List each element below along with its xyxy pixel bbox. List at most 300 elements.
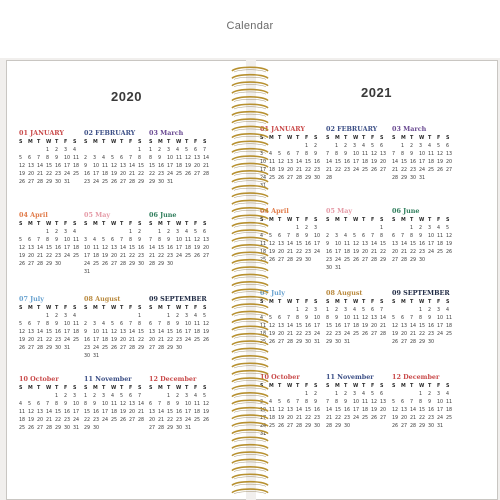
weekday-header: S bbox=[203, 386, 207, 391]
weekday-header: T bbox=[120, 306, 124, 311]
spiral-coil-shadow bbox=[234, 196, 266, 198]
day-cell: 7 bbox=[401, 233, 405, 239]
day-cell: 15 bbox=[380, 241, 387, 247]
day-cell: 17 bbox=[314, 241, 321, 247]
weekday-header: T bbox=[185, 386, 189, 391]
month-title: 09 SEPTEMBER bbox=[392, 289, 450, 297]
day-cell: 25 bbox=[428, 167, 435, 173]
spiral-coil bbox=[232, 385, 268, 389]
weekday-header: T bbox=[185, 222, 189, 227]
spiral-coil bbox=[232, 474, 268, 478]
day-cell: 12 bbox=[194, 237, 201, 243]
weekday-header: W bbox=[419, 218, 425, 223]
day-cell: 5 bbox=[392, 315, 396, 321]
blank-cell bbox=[326, 143, 335, 151]
weekday-header: W bbox=[353, 218, 359, 223]
day-cell: 2 bbox=[344, 143, 348, 149]
day-grid bbox=[19, 139, 83, 187]
weekday-header: T bbox=[55, 306, 59, 311]
day-cell: 6 bbox=[446, 143, 450, 149]
weekday-header: M bbox=[93, 222, 98, 227]
day-cell: 5 bbox=[362, 307, 366, 313]
day-cell: 20 bbox=[446, 159, 453, 165]
weekday-header: T bbox=[344, 136, 348, 141]
spiral-coil bbox=[232, 482, 268, 486]
day-cell: 3 bbox=[176, 229, 180, 235]
month-title: 10 October bbox=[260, 373, 300, 381]
day-cell: 13 bbox=[392, 241, 399, 247]
day-cell: 16 bbox=[314, 407, 321, 413]
day-cell: 28 bbox=[287, 339, 294, 345]
day-cell: 2 bbox=[305, 307, 309, 313]
day-cell: 29 bbox=[401, 175, 408, 181]
day-cell: 7 bbox=[46, 401, 50, 407]
month-title: 03 March bbox=[392, 125, 427, 133]
day-cell: 24 bbox=[93, 345, 100, 351]
day-cell: 7 bbox=[149, 237, 153, 243]
day-cell: 6 bbox=[371, 307, 375, 313]
day-cell: 26 bbox=[362, 331, 369, 337]
day-cell: 31 bbox=[73, 425, 80, 431]
day-cell: 24 bbox=[353, 167, 360, 173]
day-cell: 3 bbox=[344, 307, 348, 313]
day-cell: 5 bbox=[269, 315, 273, 321]
weekday-header: T bbox=[296, 136, 300, 141]
day-cell: 1 bbox=[55, 393, 59, 399]
weekday-header: S bbox=[73, 140, 77, 145]
day-cell: 4 bbox=[102, 155, 106, 161]
blank-cell bbox=[362, 225, 371, 233]
day-cell: 30 bbox=[55, 179, 62, 185]
spiral-coil bbox=[232, 422, 268, 426]
weekday-header: M bbox=[401, 300, 406, 305]
day-cell: 27 bbox=[149, 425, 156, 431]
spiral-coil-shadow bbox=[234, 492, 266, 494]
day-cell: 23 bbox=[335, 331, 342, 337]
month-title: 11 November bbox=[326, 373, 374, 381]
day-cell: 29 bbox=[380, 257, 387, 263]
day-cell: 24 bbox=[64, 253, 71, 259]
blank-cell bbox=[353, 225, 362, 233]
spiral-coil bbox=[232, 489, 268, 493]
month-title: 06 June bbox=[392, 207, 420, 215]
weekday-header: S bbox=[314, 218, 318, 223]
day-cell: 1 bbox=[401, 143, 405, 149]
day-cell: 23 bbox=[344, 415, 351, 421]
day-cell: 28 bbox=[401, 257, 408, 263]
day-cell: 14 bbox=[138, 401, 145, 407]
month-title: 12 December bbox=[149, 375, 197, 383]
day-cell: 8 bbox=[419, 315, 423, 321]
day-cell: 18 bbox=[437, 241, 444, 247]
day-cell: 31 bbox=[64, 179, 71, 185]
day-cell: 11 bbox=[73, 237, 80, 243]
day-cell: 19 bbox=[19, 253, 26, 259]
day-cell: 22 bbox=[380, 249, 387, 255]
weekday-header: F bbox=[437, 218, 441, 223]
day-cell: 27 bbox=[194, 171, 201, 177]
day-cell: 15 bbox=[129, 245, 136, 251]
day-cell: 24 bbox=[64, 337, 71, 343]
blank-cell bbox=[326, 391, 335, 399]
day-cell: 21 bbox=[287, 249, 294, 255]
spiral-coil-shadow bbox=[234, 107, 266, 109]
weekday-header: W bbox=[287, 218, 293, 223]
day-cell: 26 bbox=[185, 171, 192, 177]
weekday-header: S bbox=[314, 300, 318, 305]
day-cell: 4 bbox=[446, 307, 450, 313]
weekday-header: M bbox=[401, 136, 406, 141]
blank-cell bbox=[93, 147, 102, 155]
day-cell: 31 bbox=[64, 345, 71, 351]
day-cell: 7 bbox=[129, 321, 133, 327]
spiral-coil bbox=[232, 82, 268, 86]
spiral-coil-shadow bbox=[234, 336, 266, 338]
day-cell: 21 bbox=[37, 253, 44, 259]
weekday-header: S bbox=[203, 306, 207, 311]
day-cell: 18 bbox=[111, 409, 118, 415]
spiral-coil-shadow bbox=[234, 70, 266, 72]
day-cell: 17 bbox=[260, 167, 267, 173]
day-cell: 7 bbox=[158, 401, 162, 407]
day-cell: 1 bbox=[138, 147, 142, 153]
day-cell: 11 bbox=[102, 329, 109, 335]
day-cell: 20 bbox=[129, 409, 136, 415]
day-grid bbox=[19, 385, 83, 433]
weekday-header: W bbox=[46, 306, 52, 311]
day-cell: 3 bbox=[314, 225, 318, 231]
day-cell: 9 bbox=[305, 315, 309, 321]
day-cell: 14 bbox=[296, 159, 303, 165]
day-cell: 15 bbox=[326, 323, 333, 329]
day-cell: 24 bbox=[335, 257, 342, 263]
day-cell: 11 bbox=[194, 401, 201, 407]
weekday-header: S bbox=[380, 300, 384, 305]
weekday-header: M bbox=[28, 222, 33, 227]
day-cell: 19 bbox=[203, 409, 210, 415]
month-title: 02 FEBRUARY bbox=[84, 129, 136, 137]
day-cell: 22 bbox=[167, 337, 174, 343]
month-block bbox=[19, 295, 83, 353]
day-cell: 22 bbox=[305, 415, 312, 421]
spiral-coil bbox=[232, 326, 268, 330]
day-cell: 10 bbox=[93, 329, 100, 335]
weekday-header: T bbox=[410, 136, 414, 141]
weekday-header: S bbox=[203, 222, 207, 227]
day-cell: 19 bbox=[446, 241, 453, 247]
day-cell: 17 bbox=[73, 409, 80, 415]
spiral-coil bbox=[232, 260, 268, 264]
weekday-header: M bbox=[28, 140, 33, 145]
day-cell: 19 bbox=[278, 415, 285, 421]
day-cell: 26 bbox=[371, 167, 378, 173]
day-cell: 7 bbox=[37, 321, 41, 327]
day-cell: 24 bbox=[93, 179, 100, 185]
day-cell: 6 bbox=[28, 321, 32, 327]
day-cell: 20 bbox=[28, 337, 35, 343]
day-cell: 22 bbox=[129, 253, 136, 259]
day-cell: 21 bbox=[158, 337, 165, 343]
spiral-coil bbox=[232, 156, 268, 160]
day-cell: 6 bbox=[37, 401, 41, 407]
day-cell: 13 bbox=[194, 155, 201, 161]
day-cell: 10 bbox=[185, 321, 192, 327]
day-cell: 24 bbox=[102, 417, 109, 423]
day-cell: 17 bbox=[176, 245, 183, 251]
day-cell: 10 bbox=[93, 163, 100, 169]
weekday-header: T bbox=[410, 218, 414, 223]
day-cell: 9 bbox=[138, 237, 142, 243]
day-cell: 14 bbox=[129, 163, 136, 169]
day-cell: 9 bbox=[419, 233, 423, 239]
weekday-header: T bbox=[37, 386, 41, 391]
weekday-header: T bbox=[167, 222, 171, 227]
day-cell: 28 bbox=[326, 175, 333, 181]
day-cell: 5 bbox=[111, 321, 115, 327]
day-cell: 24 bbox=[353, 415, 360, 421]
day-cell: 6 bbox=[28, 155, 32, 161]
day-cell: 7 bbox=[158, 321, 162, 327]
weekday-header: W bbox=[111, 306, 117, 311]
day-cell: 10 bbox=[64, 237, 71, 243]
day-cell: 7 bbox=[410, 399, 414, 405]
day-cell: 2 bbox=[93, 393, 97, 399]
day-cell: 16 bbox=[428, 407, 435, 413]
weekday-header: T bbox=[428, 218, 432, 223]
day-cell: 11 bbox=[19, 409, 26, 415]
day-cell: 29 bbox=[46, 179, 53, 185]
weekday-header: F bbox=[437, 300, 441, 305]
day-cell: 7 bbox=[392, 151, 396, 157]
day-cell: 20 bbox=[278, 249, 285, 255]
weekday-header: T bbox=[344, 300, 348, 305]
day-cell: 31 bbox=[260, 431, 267, 437]
month-block bbox=[149, 211, 213, 269]
day-cell: 14 bbox=[392, 159, 399, 165]
spiral-coil-shadow bbox=[234, 122, 266, 124]
weekday-header: F bbox=[194, 140, 198, 145]
day-cell: 11 bbox=[102, 163, 109, 169]
weekday-header: S bbox=[84, 386, 88, 391]
day-cell: 11 bbox=[111, 401, 118, 407]
day-cell: 23 bbox=[326, 257, 333, 263]
day-cell: 14 bbox=[371, 241, 378, 247]
day-cell: 9 bbox=[55, 155, 59, 161]
weekday-header: S bbox=[314, 136, 318, 141]
blank-cell bbox=[335, 225, 344, 233]
day-cell: 21 bbox=[46, 417, 53, 423]
day-cell: 25 bbox=[446, 415, 453, 421]
day-cell: 25 bbox=[185, 253, 192, 259]
spiral-coil-shadow bbox=[234, 351, 266, 353]
spiral-coil-shadow bbox=[234, 425, 266, 427]
weekday-header: S bbox=[446, 218, 450, 223]
day-cell: 13 bbox=[28, 329, 35, 335]
weekday-header: M bbox=[93, 306, 98, 311]
day-cell: 31 bbox=[419, 175, 426, 181]
day-cell: 17 bbox=[419, 159, 426, 165]
weekday-header: T bbox=[167, 386, 171, 391]
day-cell: 3 bbox=[185, 393, 189, 399]
weekday-header: S bbox=[149, 140, 153, 145]
day-cell: 5 bbox=[194, 229, 198, 235]
day-cell: 2 bbox=[344, 391, 348, 397]
day-cell: 21 bbox=[410, 415, 417, 421]
day-cell: 18 bbox=[269, 415, 276, 421]
day-cell: 13 bbox=[380, 399, 387, 405]
day-cell: 8 bbox=[84, 401, 88, 407]
spiral-coil bbox=[232, 112, 268, 116]
day-cell: 15 bbox=[167, 409, 174, 415]
day-cell: 20 bbox=[287, 415, 294, 421]
weekday-header: T bbox=[428, 384, 432, 389]
weekday-header: F bbox=[371, 136, 375, 141]
day-cell: 1 bbox=[46, 313, 50, 319]
blank-cell bbox=[278, 143, 287, 151]
weekday-header: T bbox=[37, 306, 41, 311]
weekday-header: M bbox=[28, 386, 33, 391]
weekday-header: T bbox=[410, 300, 414, 305]
day-cell: 6 bbox=[392, 233, 396, 239]
spiral-coil bbox=[232, 245, 268, 249]
day-cell: 27 bbox=[149, 345, 156, 351]
day-cell: 3 bbox=[437, 391, 441, 397]
weekday-header: F bbox=[305, 300, 309, 305]
day-cell: 15 bbox=[46, 329, 53, 335]
day-cell: 28 bbox=[129, 179, 136, 185]
day-cell: 15 bbox=[335, 159, 342, 165]
day-grid bbox=[84, 305, 148, 361]
day-cell: 29 bbox=[296, 257, 303, 263]
day-cell: 19 bbox=[28, 417, 35, 423]
day-cell: 27 bbox=[120, 345, 127, 351]
day-cell: 26 bbox=[19, 179, 26, 185]
day-cell: 27 bbox=[380, 167, 387, 173]
weekday-header: T bbox=[167, 306, 171, 311]
day-cell: 22 bbox=[305, 167, 312, 173]
weekday-header: W bbox=[176, 140, 182, 145]
day-cell: 27 bbox=[287, 423, 294, 429]
day-cell: 21 bbox=[326, 167, 333, 173]
weekday-header: M bbox=[269, 218, 274, 223]
day-cell: 1 bbox=[149, 147, 153, 153]
day-cell: 30 bbox=[428, 339, 435, 345]
day-cell: 3 bbox=[419, 143, 423, 149]
day-cell: 7 bbox=[326, 151, 330, 157]
spiral-coil-shadow bbox=[234, 284, 266, 286]
day-cell: 22 bbox=[296, 249, 303, 255]
day-cell: 10 bbox=[353, 151, 360, 157]
day-cell: 6 bbox=[380, 391, 384, 397]
weekday-header: M bbox=[269, 300, 274, 305]
day-cell: 8 bbox=[138, 321, 142, 327]
day-cell: 28 bbox=[37, 345, 44, 351]
day-cell: 19 bbox=[120, 409, 127, 415]
day-cell: 3 bbox=[335, 233, 339, 239]
year-title: 2020 bbox=[111, 89, 142, 104]
day-cell: 17 bbox=[437, 407, 444, 413]
day-cell: 5 bbox=[203, 393, 207, 399]
weekday-header: F bbox=[64, 306, 68, 311]
weekday-header: M bbox=[158, 386, 163, 391]
day-cell: 13 bbox=[37, 409, 44, 415]
day-grid bbox=[326, 383, 390, 431]
day-cell: 1 bbox=[326, 307, 330, 313]
spiral-coil-shadow bbox=[234, 447, 266, 449]
day-cell: 16 bbox=[335, 323, 342, 329]
day-cell: 12 bbox=[203, 401, 210, 407]
spiral-coil bbox=[232, 319, 268, 323]
spiral-coil bbox=[232, 119, 268, 123]
day-cell: 13 bbox=[278, 241, 285, 247]
weekday-header: S bbox=[19, 386, 23, 391]
day-cell: 4 bbox=[73, 229, 77, 235]
day-cell: 9 bbox=[55, 237, 59, 243]
month-block bbox=[392, 207, 456, 265]
day-grid bbox=[326, 135, 390, 183]
day-cell: 1 bbox=[167, 313, 171, 319]
weekday-header: S bbox=[392, 384, 396, 389]
day-cell: 3 bbox=[73, 393, 77, 399]
weekday-header: T bbox=[120, 140, 124, 145]
weekday-header: T bbox=[296, 384, 300, 389]
spiral-coil bbox=[232, 208, 268, 212]
weekday-header: T bbox=[428, 136, 432, 141]
day-cell: 21 bbox=[296, 415, 303, 421]
spiral-coil-shadow bbox=[234, 270, 266, 272]
weekday-header: T bbox=[55, 140, 59, 145]
day-cell: 16 bbox=[176, 329, 183, 335]
day-cell: 6 bbox=[287, 399, 291, 405]
day-cell: 17 bbox=[353, 159, 360, 165]
day-cell: 29 bbox=[326, 339, 333, 345]
day-cell: 30 bbox=[55, 345, 62, 351]
day-cell: 1 bbox=[84, 393, 88, 399]
weekday-header: F bbox=[64, 386, 68, 391]
spiral-coil bbox=[232, 104, 268, 108]
weekday-header: W bbox=[111, 222, 117, 227]
day-cell: 23 bbox=[55, 253, 62, 259]
spiral-coil-shadow bbox=[234, 462, 266, 464]
weekday-header: F bbox=[194, 306, 198, 311]
day-cell: 31 bbox=[167, 179, 174, 185]
blank-cell bbox=[401, 225, 410, 233]
day-cell: 17 bbox=[185, 329, 192, 335]
weekday-header: W bbox=[287, 384, 293, 389]
day-cell: 15 bbox=[401, 159, 408, 165]
blank-cell bbox=[93, 313, 102, 321]
day-cell: 24 bbox=[260, 175, 267, 181]
day-cell: 10 bbox=[419, 151, 426, 157]
day-cell: 9 bbox=[176, 401, 180, 407]
day-cell: 4 bbox=[362, 143, 366, 149]
day-cell: 24 bbox=[176, 253, 183, 259]
weekday-header: F bbox=[437, 384, 441, 389]
day-cell: 31 bbox=[93, 353, 100, 359]
blank-cell bbox=[102, 147, 111, 155]
day-cell: 6 bbox=[401, 315, 405, 321]
day-cell: 6 bbox=[120, 321, 124, 327]
day-cell: 2 bbox=[314, 391, 318, 397]
day-cell: 30 bbox=[305, 257, 312, 263]
day-cell: 26 bbox=[392, 339, 399, 345]
day-cell: 26 bbox=[278, 423, 285, 429]
month-block bbox=[19, 375, 83, 433]
day-cell: 13 bbox=[120, 329, 127, 335]
day-cell: 14 bbox=[410, 407, 417, 413]
day-cell: 18 bbox=[194, 409, 201, 415]
day-cell: 28 bbox=[410, 423, 417, 429]
